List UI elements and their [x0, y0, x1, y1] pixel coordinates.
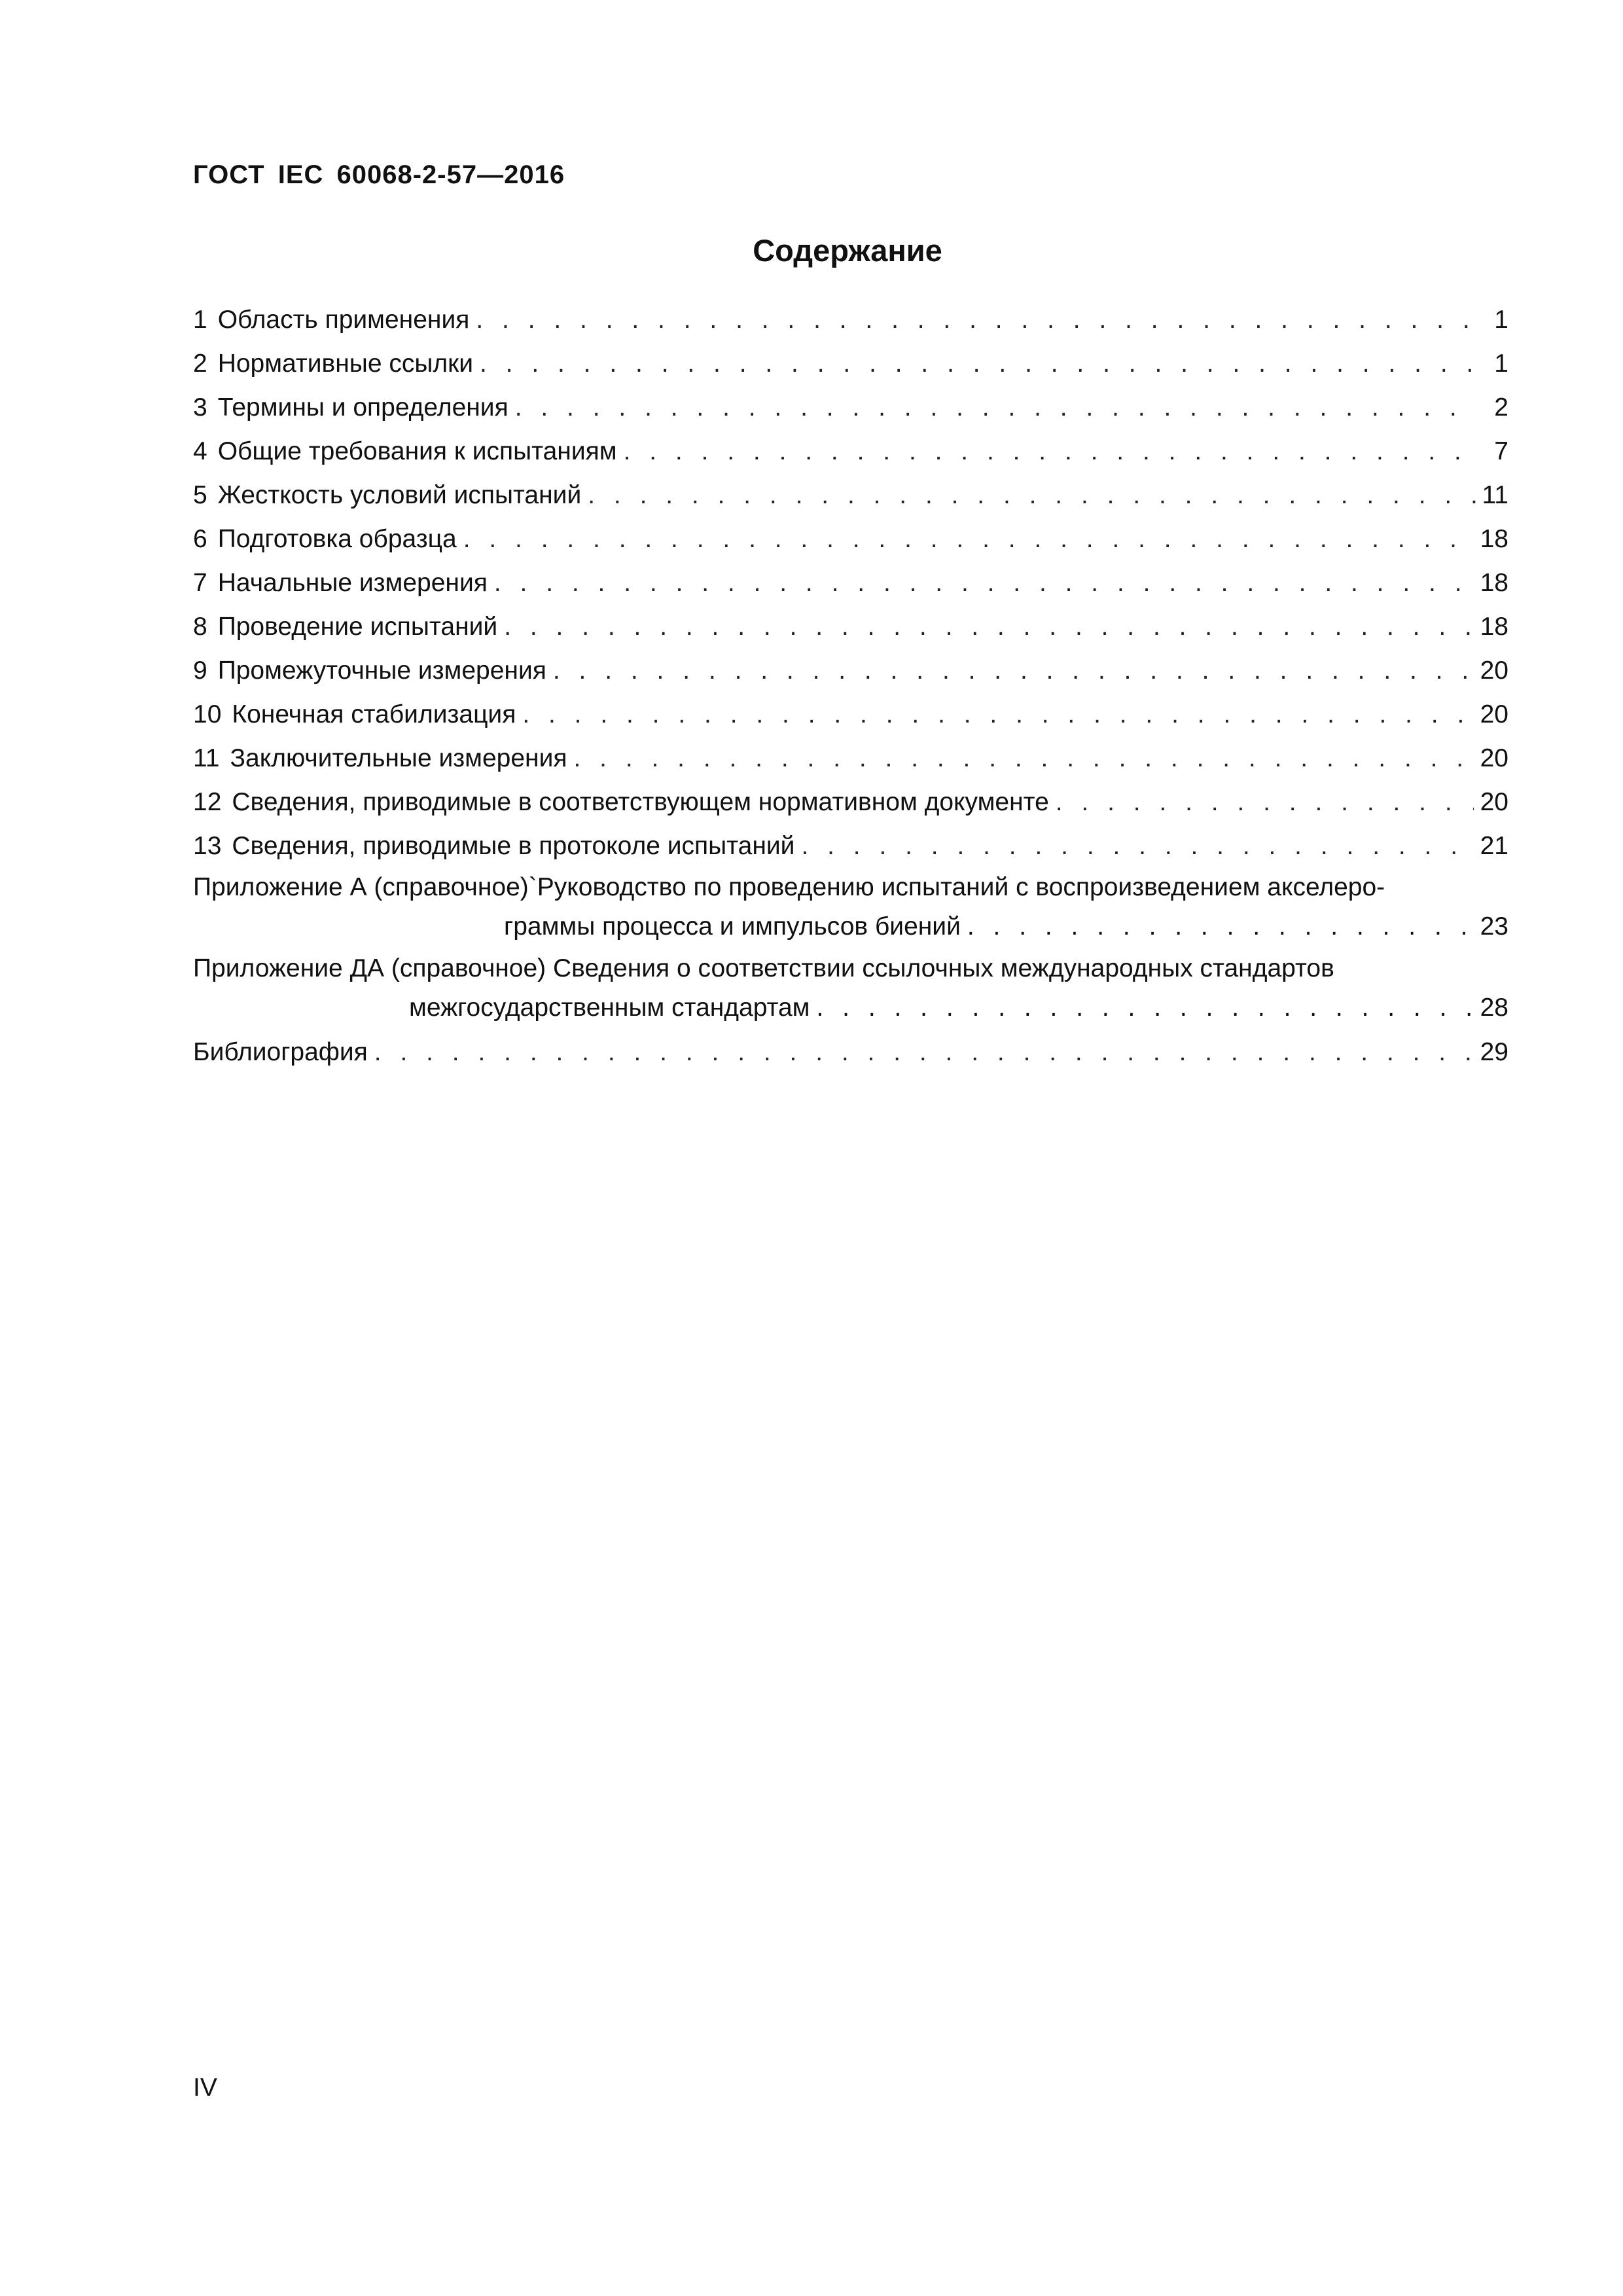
toc-entry-page: 18 — [1480, 569, 1508, 597]
dot-leader — [553, 649, 1474, 692]
toc-entry-number: 8 — [193, 613, 207, 641]
toc-entry-title: Подготовка образца — [217, 525, 457, 553]
toc-entry-appendix-a[interactable] — [193, 868, 1508, 949]
toc-entry-page: 28 — [1480, 994, 1508, 1022]
toc-entry-number: 6 — [193, 525, 207, 553]
toc-entry-number: 12 — [193, 788, 222, 816]
toc-entry-title: Сведения, приводимые в соответствующем нормативном документе — [232, 788, 1049, 816]
toc-entry-title: Общие требования к испытаниям — [217, 437, 617, 465]
dot-leader — [624, 429, 1476, 473]
toc-entry-page: 2 — [1494, 393, 1508, 422]
toc-entry-page: 20 — [1480, 700, 1508, 728]
toc-entry-number: 10 — [193, 700, 222, 728]
toc-entry-6[interactable] — [193, 517, 1508, 561]
toc-entry-page: 21 — [1480, 832, 1508, 860]
toc-entry-page: 18 — [1480, 525, 1508, 553]
toc-title: Содержание — [753, 233, 942, 268]
toc-entry-8[interactable] — [193, 605, 1508, 649]
toc-entry-page: 20 — [1480, 744, 1508, 772]
dot-leader — [515, 386, 1476, 429]
toc-entry-1[interactable] — [193, 298, 1508, 342]
dot-leader — [374, 1030, 1474, 1074]
toc-entry-7[interactable] — [193, 561, 1508, 605]
toc-entry-number: 5 — [193, 481, 207, 509]
toc-entry-page: 20 — [1480, 656, 1508, 685]
toc-entry-page: 7 — [1494, 437, 1508, 465]
dot-leader — [801, 824, 1473, 868]
toc-entry-title-line2-row — [193, 907, 1508, 949]
toc-entry-bibliography[interactable] — [193, 1030, 1508, 1074]
toc-entry-title-line2: межгосударственным стандартам — [409, 994, 810, 1022]
dot-leader — [494, 561, 1474, 605]
toc-entry-title: Область применения — [217, 306, 470, 334]
toc-entry-10[interactable] — [193, 692, 1508, 736]
toc-entry-title: Библиография — [193, 1038, 368, 1066]
dot-leader — [463, 517, 1474, 561]
page-number: IV — [193, 2073, 217, 2102]
toc-entry-title: Проведение испытаний — [217, 613, 498, 641]
dot-leader — [1056, 780, 1474, 824]
toc-entry-5[interactable] — [193, 473, 1508, 517]
toc-entry-page: 1 — [1494, 306, 1508, 334]
toc-entry-13[interactable] — [193, 824, 1508, 868]
toc-entry-11[interactable] — [193, 736, 1508, 780]
toc-entry-number: 1 — [193, 306, 207, 334]
toc-entry-title: Промежуточные измерения — [217, 656, 546, 685]
toc-entry-page: 29 — [1480, 1038, 1508, 1066]
toc-entry-title: Начальные измерения — [217, 569, 488, 597]
toc-entry-number: 11 — [193, 744, 220, 772]
toc-entry-3[interactable] — [193, 386, 1508, 429]
toc-entry-number: 2 — [193, 350, 207, 378]
dot-leader — [480, 342, 1476, 386]
dot-leader — [476, 298, 1476, 342]
toc-entry-page: 1 — [1494, 350, 1508, 378]
toc-entry-number: 4 — [193, 437, 207, 465]
toc-entry-number: 3 — [193, 393, 207, 422]
toc-entry-page: 18 — [1480, 613, 1508, 641]
toc-entry-number: 7 — [193, 569, 207, 597]
toc-entry-title: Жесткость условий испытаний — [217, 481, 582, 509]
toc-entry-page: 20 — [1480, 788, 1508, 816]
toc-entry-title: Нормативные ссылки — [217, 350, 473, 378]
toc-entry-title-line2: граммы процесса и импульсов биений — [504, 912, 961, 941]
dot-leader — [967, 907, 1474, 946]
toc-entry-title: Сведения, приводимые в протоколе испытаний — [232, 832, 795, 860]
toc-entry-number: 13 — [193, 832, 222, 860]
toc-entry-page: 11 — [1482, 481, 1508, 509]
toc-entry-page: 23 — [1480, 912, 1508, 941]
dot-leader — [522, 692, 1473, 736]
toc-entry-12[interactable] — [193, 780, 1508, 824]
dot-leader — [504, 605, 1473, 649]
toc-entry-title-line1: Приложение А (справочное)`Руководство по проведению испытаний с воспроизведением акселеро- — [193, 873, 1385, 901]
toc-entry-title: Термины и определения — [217, 393, 508, 422]
toc-entry-2[interactable] — [193, 342, 1508, 386]
document-id-header: ГОСТ IEC 60068-2-57—2016 — [193, 160, 565, 189]
toc-entry-number: 9 — [193, 656, 207, 685]
toc-entry-4[interactable] — [193, 429, 1508, 473]
toc-entry-title: Конечная стабилизация — [232, 700, 516, 728]
toc-entry-appendix-da[interactable] — [193, 949, 1508, 1030]
toc-entry-9[interactable] — [193, 649, 1508, 692]
toc-entry-title-line2-row — [193, 988, 1508, 1030]
toc-entry-title-line1: Приложение ДА (справочное) Сведения о соответствии ссылочных международных стандартов — [193, 954, 1334, 982]
table-of-contents — [193, 298, 1508, 1074]
dot-leader — [588, 473, 1475, 517]
dot-leader — [817, 988, 1474, 1028]
dot-leader — [573, 736, 1473, 780]
toc-entry-title: Заключительные измерения — [230, 744, 567, 772]
